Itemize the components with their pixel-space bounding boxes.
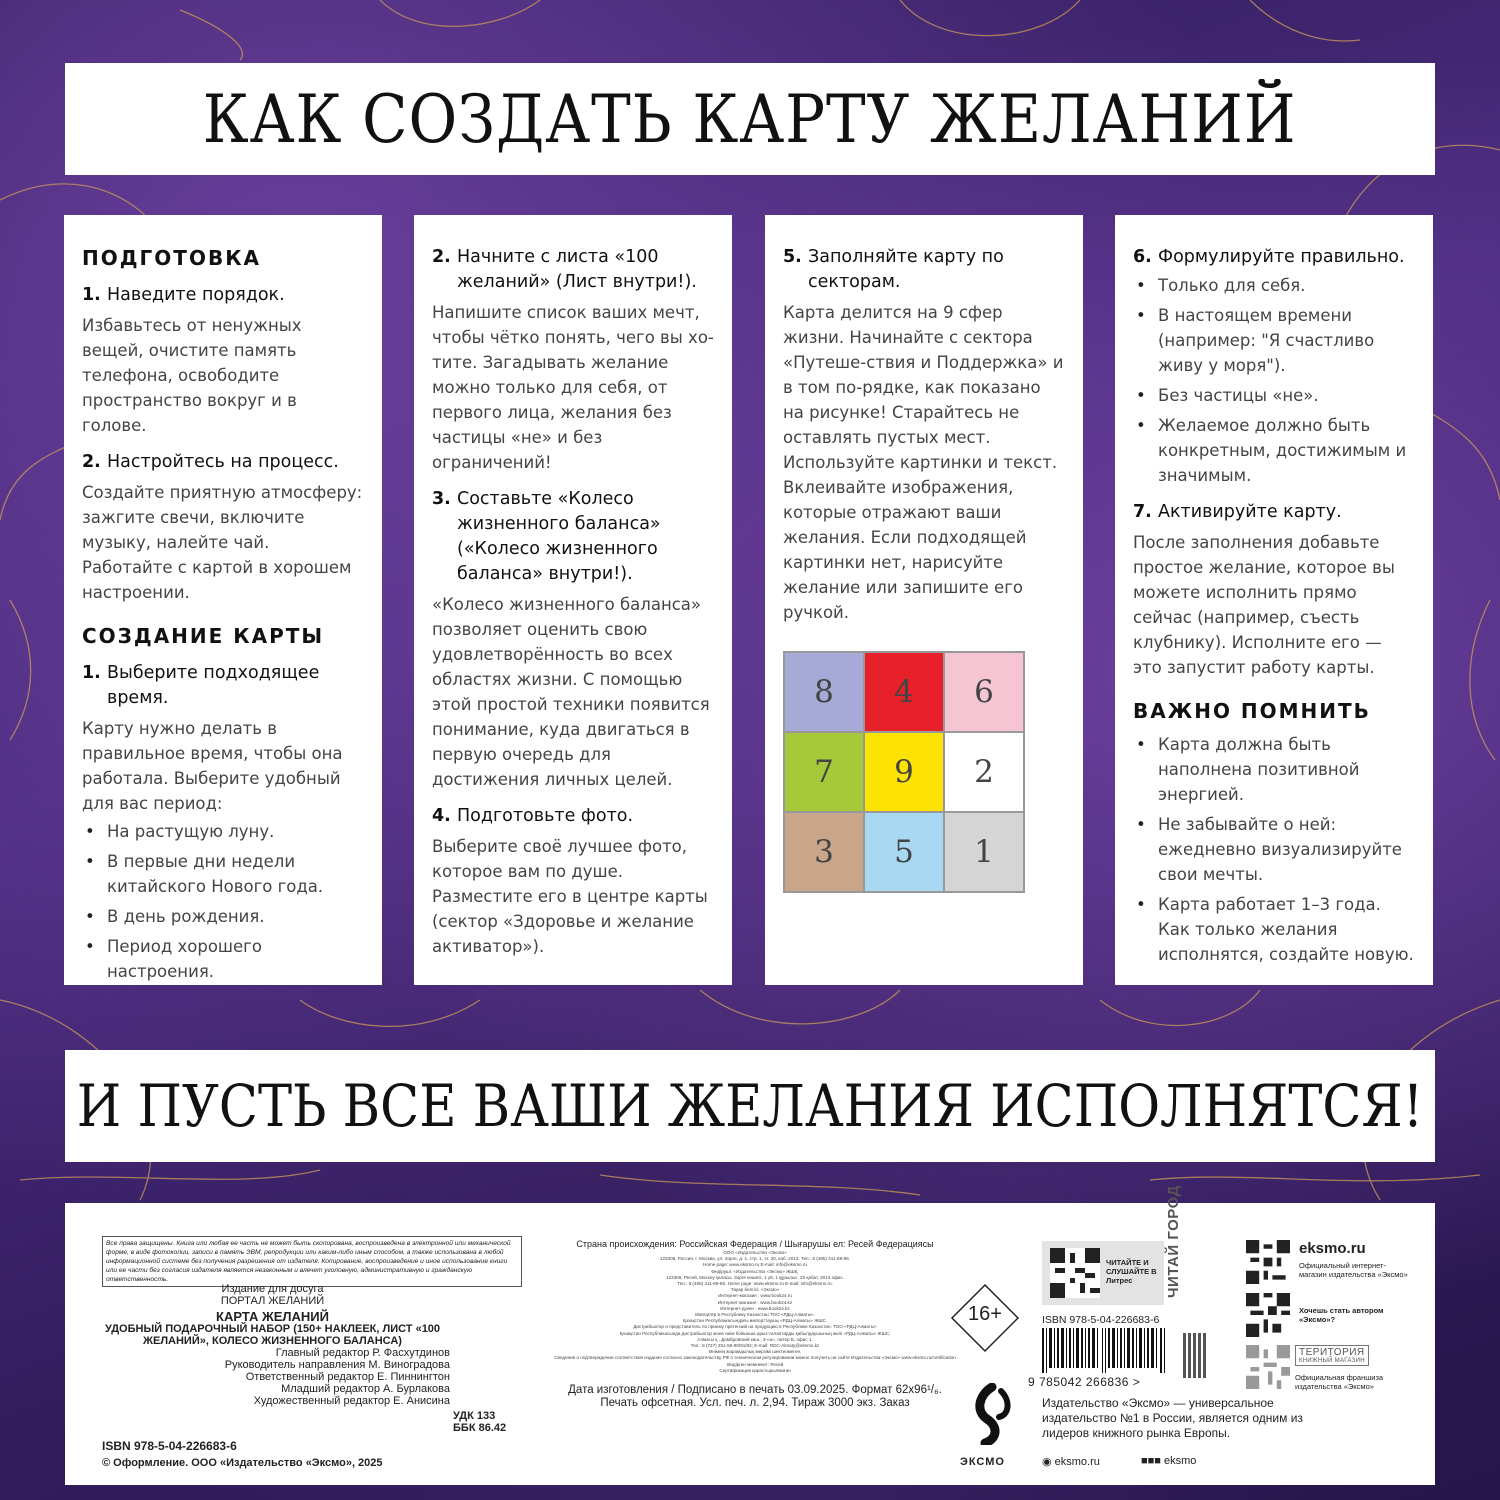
credit-line: Художественный редактор Е. Анисина xyxy=(253,1395,450,1407)
list-item: • Карта должна быть наполнена позитивной энергией. xyxy=(1133,732,1415,807)
small-print-line: ООО «Издательство «Эксмо» xyxy=(723,1250,787,1255)
litres-text: ЧИТАЙТЕ И СЛУШАЙТЕ В Литрес xyxy=(1106,1258,1157,1285)
legal-notice: Все права защищены. Книга или любая ее часть не может быть скопирована, воспроизведена в электронной или механической форме, в виде фотокопии, записи в память ЭВМ, репродукции или каким-либо иным способом, а также использована в любой информационной системе без получения разрешения от издателя. Копирование, воспроизведение и иное использование книги или ее части без согласия издателя является незаконным и влечет уголовную, административную и гражданскую ответственность. xyxy=(102,1236,522,1287)
step-title: Подготовьте фото. xyxy=(457,806,634,826)
section-heading: ВАЖНО ПОМНИТЬ xyxy=(1133,699,1371,723)
barcode-isbn: ISBN 978-5-04-226683-6 xyxy=(1042,1314,1160,1326)
step-heading xyxy=(432,245,714,295)
sector-cell: 5 xyxy=(864,812,944,892)
page-title: КАК СОЗДАТЬ КАРТУ ЖЕЛАНИЙ xyxy=(203,80,1297,158)
step-number: 1. xyxy=(82,285,101,305)
column-preparation xyxy=(64,215,382,985)
step-title: Составьте «Колесо жизненного баланса» («Колесо жизненного баланса» внутри!). xyxy=(457,489,661,584)
small-print-line: Алматы қ., Домбровский көш., 3-«а», литер Б, офис 1. xyxy=(697,1336,813,1342)
column-sectors xyxy=(765,215,1083,985)
step-heading xyxy=(432,804,714,829)
step-text: Напишите список ваших мечт, чтобы чётко понять, чего вы хо-тите. Загадывать желание можно только для себя, от первого лица, желания без частицы «не» и без ограничений! xyxy=(432,303,714,472)
social-icons: ■■■ xyxy=(1141,1455,1164,1467)
step-text: Карта делится на 9 сфер жизни. Начинайте с сектора «Путеше-ствия и Поддержка» и в том по-рядке, как показано на рисунке! Старайтесь не оставлять пустых мест. Используйте картинки и текст. Вклеивайте изображения, которые отражают ваши желания. Если подходящей картинки нет, нарисуйте желание или запишите его ручкой. xyxy=(783,303,1064,622)
step-title: Начните с листа «100 желаний» (Лист внутри!). xyxy=(457,247,697,292)
small-print-line: Интернет-дүкен : www.book24.kz xyxy=(720,1305,790,1311)
list-item: • Период хорошего настроения. xyxy=(82,934,364,984)
territory-qr-icon[interactable] xyxy=(1246,1345,1290,1389)
social-link-site[interactable] xyxy=(1042,1455,1100,1468)
step-title: Активируйте карту. xyxy=(1158,502,1342,522)
bullet-list xyxy=(1133,732,1415,967)
small-print-line: Өнімнің жарамдылық мерзімі шектелмеген. xyxy=(708,1349,802,1355)
territory-name: ТЕРИТОРИЯ xyxy=(1299,1347,1365,1358)
step-text: «Колесо жизненного баланса» позволяет оценить свою удовлетворённость во всех областях жизни. С помощью этой простой техники появится понимание, куда двигаться в первую очередь для достижения личных целей. xyxy=(432,595,710,789)
small-print-line: Тел.: 8 (495) 411-68-86. Home page: www.eksmo.ru E-mail: info@eksmo.ru. xyxy=(677,1281,833,1287)
step-number: 1. xyxy=(82,663,101,683)
bullet-list xyxy=(82,819,364,984)
step-number: 2. xyxy=(432,247,451,267)
credit-line: Руководитель направления М. Виноградова xyxy=(224,1359,450,1371)
author-qr-icon[interactable] xyxy=(1246,1293,1290,1337)
list-item: • Без частицы «не». xyxy=(1133,383,1415,408)
list-item: • Только для себя. xyxy=(1133,273,1415,298)
franchise-text: Официальная франшиза издательства «Эксмо» xyxy=(1295,1373,1384,1391)
step-title: Заполняйте карту по секторам. xyxy=(808,247,1004,292)
step-heading xyxy=(1133,500,1415,525)
step-title: Настройтесь на процесс. xyxy=(107,452,339,472)
sector-cell: 4 xyxy=(864,652,944,732)
list-item: • Желаемое должно быть конкретным, достижимым и значимым. xyxy=(1133,413,1415,488)
step-text: Выберите своё лучшее фото, которое вам по душе. Разместите его в центре карты (сектор «Здоровье и желание активатор»). xyxy=(432,837,708,956)
sector-cell: 1 xyxy=(944,812,1024,892)
eksmo-qr-icon[interactable] xyxy=(1246,1240,1290,1284)
step-heading xyxy=(1133,245,1415,270)
step-number: 2. xyxy=(82,452,101,472)
small-print-line: 123308, Россия, г. Москва, ул. Зорге, д. 1, стр. 1, эт. 20, каб. 2013. Тел.: 8 (495) 411-68-86. xyxy=(659,1256,851,1262)
list-item: • Карта работает 1–3 года. Как только желания исполнятся, создайте новую. xyxy=(1133,892,1415,967)
credit-line: Младший редактор А. Бурлакова xyxy=(281,1383,450,1395)
step-heading xyxy=(432,487,714,587)
sector-grid xyxy=(783,651,1025,893)
product-title: КАРТА ЖЕЛАНИЙ xyxy=(216,1309,329,1324)
litres-qr-icon xyxy=(1050,1248,1100,1298)
product-subtitle: УДОБНЫЙ ПОДАРОЧНЫЙ НАБОР (150+ НАКЛЕЕК, ЛИСТ «100 ЖЕЛАНИЙ», КОЛЕСО ЖИЗНЕННОГО БАЛАНСА) xyxy=(104,1323,441,1347)
small-print-line: Тауар белгісі: «Эксмо» xyxy=(730,1287,780,1293)
globe-icon: ◉ xyxy=(1042,1456,1055,1468)
slogan-text: И ПУСТЬ ВСЕ ВАШИ ЖЕЛАНИЯ ИСПОЛНЯТСЯ! xyxy=(76,1072,1424,1140)
step-text: Создайте приятную атмосферу: зажгите свечи, включите музыку, налейте чай. Работайте с картой в хорошем настроении. xyxy=(82,483,363,602)
list-item: • В настоящем времени (например: "Я счастливо живу у моря"). xyxy=(1133,303,1415,378)
territory-logo xyxy=(1295,1345,1369,1366)
bullet-list xyxy=(1133,273,1415,488)
author-question: Хочешь стать автором «Эксмо»? xyxy=(1299,1306,1384,1324)
credit-line: Ответственный редактор Е. Пиннингтон xyxy=(245,1371,450,1383)
small-print-line: Өндірген мемлекет: Ресей xyxy=(726,1361,784,1367)
step-number: 7. xyxy=(1133,502,1152,522)
small-print-line: Қазақстан Республикасындағы импорттаушы «РДЦ-Алматы» ЖШС. xyxy=(682,1318,828,1324)
small-print-line: Импортёр в Республику Казахстан ТОО «РДЦ-Алматы». xyxy=(695,1312,815,1318)
section-heading: СОЗДАНИЕ КАРТЫ xyxy=(82,624,325,648)
country-of-origin: Страна происхождения: Российская Федерация / Шығарушы ел: Ресей Федерациясы xyxy=(576,1239,934,1249)
chitai-gorod-text: ЧИТАЙ ГОРОД xyxy=(1165,1185,1182,1298)
step-number: 5. xyxy=(783,247,802,267)
social-link-text: eksmo xyxy=(1164,1455,1197,1467)
print-dates: Дата изготовления / Подписано в печать 03.09.2025. Формат 62х96¹/₆. xyxy=(568,1384,942,1397)
sector-cell: 2 xyxy=(944,732,1024,812)
sector-cell: 9 xyxy=(864,732,944,812)
publisher-details xyxy=(545,1239,965,1410)
step-text: Избавьтесь от ненужных вещей, очистите память телефона, освободите пространство вокруг и в голове. xyxy=(82,316,302,435)
small-print-line: Дистрибьютор и представитель по приему претензий на продукцию в Республике Казахстан: ТОО «РДЦ-Алматы» xyxy=(633,1324,877,1330)
udk-code: УДК 133 xyxy=(453,1410,496,1422)
barcode-icon xyxy=(1042,1328,1167,1373)
small-print-line: Өндіруші: «Издательство «Эксмо» ЖШҚ, xyxy=(711,1268,799,1274)
slogan-banner xyxy=(65,1050,1435,1162)
credits-block xyxy=(95,1283,450,1407)
age-rating: 16+ xyxy=(968,1303,1002,1325)
publisher-about: Издательство «Эксмо» — универсальное издательство №1 в России, является одним из лидеров книжного рынка Европы. xyxy=(1042,1396,1303,1440)
list-item: • В первые дни недели китайского Нового года. xyxy=(82,849,364,899)
bbk-code: ББК 86.42 xyxy=(453,1422,507,1434)
step-number: 6. xyxy=(1133,247,1152,267)
small-print-line: Қазақстан Республикасында дистрибьютор және өнім бойынша арыз-талаптарды қабылдаушының өкілі «РДЦ-Алматы» ЖШС, xyxy=(619,1330,891,1336)
column-steps-2-4 xyxy=(414,215,732,985)
step-text: Карту нужно делать в правильное время, чтобы она работала. Выберите удобный для вас период: xyxy=(82,719,343,813)
eksmo-site-link[interactable]: eksmo.ru xyxy=(1299,1240,1366,1257)
step-number: 4. xyxy=(432,806,451,826)
imprint-panel xyxy=(65,1185,1435,1485)
step-title: Выберите подходящее время. xyxy=(107,663,320,708)
small-print-line: Home page: www.eksmo.ru E-mail: info@eksmo.ru xyxy=(703,1262,807,1268)
list-item: • На растущую луну. xyxy=(82,819,364,844)
sector-cell: 6 xyxy=(944,652,1024,732)
small-print xyxy=(545,1250,965,1374)
small-print-line: Интернет-магазин : www.book24.ru xyxy=(718,1293,792,1299)
step-heading xyxy=(783,245,1065,295)
copyright-text: © Оформление. ООО «Издательство «Эксмо», 2025 xyxy=(102,1457,383,1469)
eksmo-logo-icon xyxy=(967,1383,1017,1445)
sector-cell: 3 xyxy=(784,812,864,892)
small-print-line: Тел.: 8 (727) 251-59-90/91/92; E-mail: RDC-Almaty@eksmo.kz xyxy=(690,1343,820,1349)
title-banner xyxy=(65,63,1435,175)
print-specs: Печать офсетная. Усл. печ. л. 2,94. Тираж 3000 экз. Заказ xyxy=(600,1397,910,1410)
step-heading xyxy=(82,450,364,475)
barcode-number: 9 785042 266836 > xyxy=(1028,1375,1141,1389)
small-print-line: 123308, Ресей, Мәскеу қаласы, Зорге көшесі, 1 үй, 1 құрылыс, 20 қабат, 2013 офис. xyxy=(665,1274,845,1280)
small-print-line: Сведения о подтверждении соответствия издания согласно законодательству РФ о техническом регулировании можно получить на сайте Издательства «Эксмо» www.eksmo.ru/certification xyxy=(554,1355,956,1361)
leisure-label: Издание для досуга xyxy=(221,1283,324,1295)
section-heading: ПОДГОТОВКА xyxy=(82,246,262,270)
sector-cell: 8 xyxy=(784,652,864,732)
step-text: После заполнения добавьте простое желание, которое вы можете исполнить прямо сейчас (например, съесть клубнику). Исполните его — это запустит работу карты. xyxy=(1133,533,1395,677)
step-title: Наведите порядок. xyxy=(107,285,285,305)
credit-line: Главный редактор Р. Фасхутдинов xyxy=(275,1347,450,1359)
social-link-text: eksmo.ru xyxy=(1054,1456,1100,1468)
step-heading xyxy=(82,283,364,308)
classification xyxy=(453,1410,506,1434)
step-number: 3. xyxy=(432,489,451,509)
small-print-line: Сертификация қарастырылмаған xyxy=(719,1367,791,1373)
sector-cell: 7 xyxy=(784,732,864,812)
step-heading xyxy=(82,661,364,711)
eksmo-wordmark: ЭКСМО xyxy=(960,1456,1005,1468)
territory-sub: КНИЖНЫЙ МАГАЗИН xyxy=(1299,1358,1365,1364)
small-print-line: Интернет-магазин : www.book24.kz xyxy=(717,1299,793,1305)
isbn-text: ISBN 978-5-04-226683-6 xyxy=(102,1439,237,1453)
series-label: ПОРТАЛ ЖЕЛАНИЙ xyxy=(220,1295,325,1307)
site-description: Официальный интернет-магазин издательства «Эксмо» xyxy=(1299,1261,1408,1279)
step-title: Формулируйте правильно. xyxy=(1158,247,1405,267)
list-item: • В день рождения. xyxy=(82,904,364,929)
column-formulate xyxy=(1115,215,1433,985)
list-item: • Не забывайте о ней: ежедневно визуализируйте свои мечты. xyxy=(1133,812,1415,887)
social-link-networks[interactable] xyxy=(1141,1455,1196,1467)
